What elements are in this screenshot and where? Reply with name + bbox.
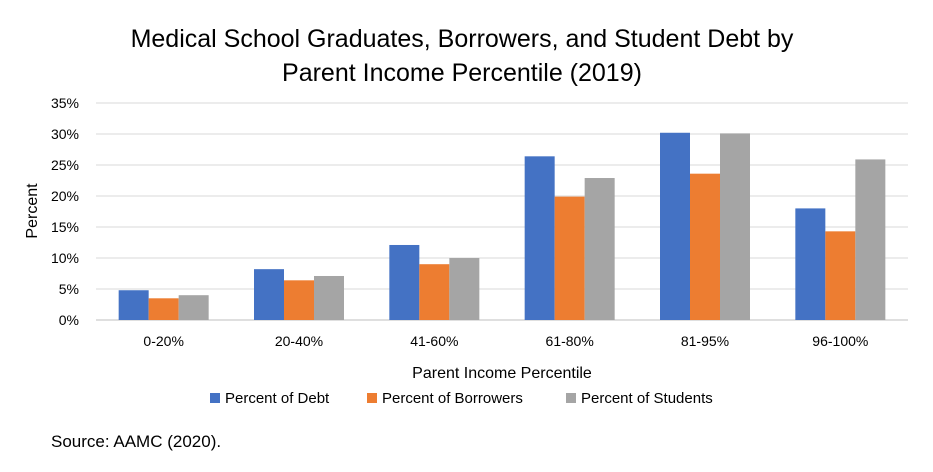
legend-label: Percent of Borrowers — [382, 390, 523, 407]
chart-title — [131, 25, 794, 87]
x-tick-label: 0-20% — [143, 333, 184, 349]
chart-title-line-1: Medical School Graduates, Borrowers, and Student Debt by — [130, 25, 794, 53]
x-tick-label: 96-100% — [812, 333, 869, 349]
x-tick-label: 20-40% — [274, 333, 324, 349]
chart-title-line-2: Parent Income Percentile (2019) — [282, 59, 642, 87]
bar-percent-of-borrowers — [149, 298, 179, 320]
bar-percent-of-students — [720, 133, 750, 320]
source-note: Source: AAMC (2020). — [51, 432, 222, 451]
x-axis-title: Parent Income Percentile — [412, 365, 592, 382]
y-tick-label: 30% — [50, 126, 79, 142]
x-tick-label: 81-95% — [680, 333, 730, 349]
bar-percent-of-borrowers — [690, 174, 720, 320]
y-tick-label: 20% — [50, 188, 79, 204]
bar-percent-of-borrowers — [555, 197, 585, 320]
bar-percent-of-borrowers — [825, 231, 855, 320]
bar-percent-of-debt — [795, 208, 825, 320]
y-axis-title: Percent — [24, 183, 41, 239]
legend-label: Percent of Students — [581, 390, 713, 407]
legend — [210, 390, 713, 407]
x-tick-label: 41-60% — [410, 333, 459, 349]
legend-label: Percent of Debt — [225, 390, 330, 407]
y-tick-label: 5% — [58, 281, 79, 297]
bar-percent-of-debt — [119, 290, 149, 320]
bar-percent-of-debt — [389, 245, 419, 320]
legend-swatch — [210, 393, 220, 403]
y-axis-ticks — [51, 95, 79, 328]
bar-percent-of-debt — [525, 156, 555, 320]
gridlines — [96, 103, 908, 320]
bar-percent-of-students — [855, 159, 885, 320]
bar-percent-of-debt — [254, 269, 284, 320]
bar-percent-of-students — [314, 276, 344, 320]
bar-percent-of-students — [585, 178, 615, 320]
bar-percent-of-debt — [660, 133, 690, 320]
bar-percent-of-borrowers — [419, 264, 449, 320]
legend-swatch — [367, 393, 377, 403]
y-tick-label: 10% — [50, 250, 79, 266]
bar-percent-of-students — [179, 295, 209, 320]
y-tick-label: 25% — [50, 157, 79, 173]
legend-swatch — [566, 393, 576, 403]
y-tick-label: 15% — [50, 219, 79, 235]
bar-percent-of-borrowers — [284, 280, 314, 320]
y-tick-label: 35% — [50, 95, 79, 111]
y-tick-label: 0% — [58, 312, 79, 328]
bars — [119, 133, 886, 320]
x-axis-ticks — [143, 333, 868, 349]
x-tick-label: 61-80% — [545, 333, 594, 349]
bar-percent-of-students — [449, 258, 479, 320]
